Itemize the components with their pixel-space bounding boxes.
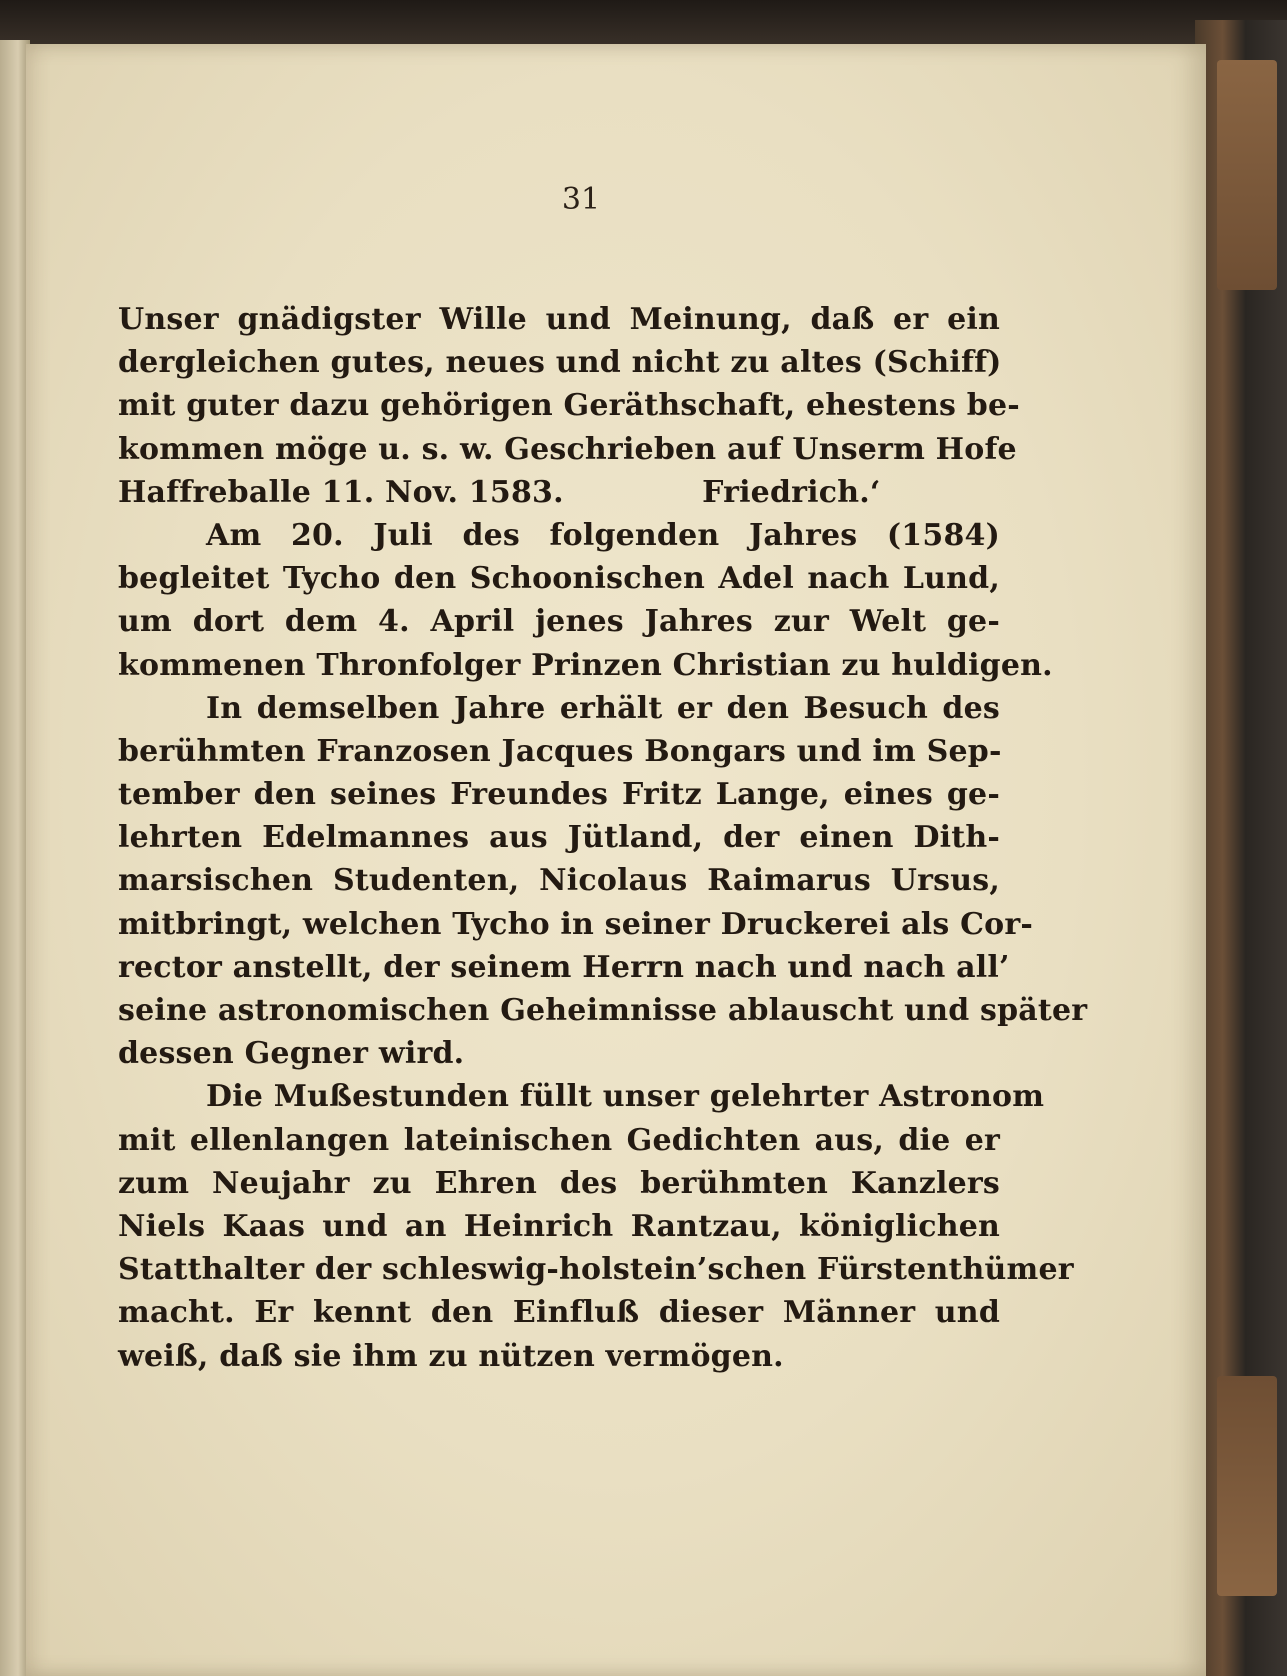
cover-corner-bottom bbox=[1217, 1376, 1277, 1596]
body-text bbox=[118, 298, 1088, 1378]
text-line: Haffreballe 11. Nov. 1583. Friedrich.‘ bbox=[118, 474, 881, 510]
cover-corner-top bbox=[1217, 60, 1277, 290]
text-line: seine astronomischen Geheimnisse ablauscht und später bbox=[118, 993, 1088, 1028]
book-page bbox=[26, 44, 1206, 1676]
text-line: In demselben Jahre erhält er den Besuch des bbox=[206, 690, 1000, 726]
text-line: kommen möge u. s. w. Geschrieben auf Unserm Hofe bbox=[118, 431, 1017, 467]
text-line: mitbringt, welchen Tycho in seiner Druckerei als Cor- bbox=[118, 906, 1034, 942]
text-line: dergleichen gutes, neues und nicht zu altes (Schiff) bbox=[118, 345, 1002, 381]
text-line: dessen Gegner wird. bbox=[118, 1036, 465, 1072]
text-line: macht. Er kennt den Einfluß dieser Männer und bbox=[118, 1295, 1000, 1331]
text-line: weiß, daß sie ihm zu nützen vermögen. bbox=[118, 1338, 784, 1374]
text-line: lehrten Edelmannes aus Jütland, der einen Dith- bbox=[118, 820, 1000, 856]
text-line: berühmten Franzosen Jacques Bongars und im Sep- bbox=[118, 733, 1002, 769]
text-line: begleitet Tycho den Schoonischen Adel nach Lund, bbox=[118, 561, 1000, 597]
text-line: marsischen Studenten, Nicolaus Raimarus Ursus, bbox=[118, 863, 1000, 899]
text-line: Statthalter der schleswig-holstein’schen Fürstenthümer bbox=[118, 1252, 1074, 1288]
text-line: zum Neujahr zu Ehren des berühmten Kanzlers bbox=[118, 1165, 1000, 1201]
text-line: kommenen Thronfolger Prinzen Christian zu huldigen. bbox=[118, 647, 1053, 683]
page-number: 31 bbox=[561, 182, 601, 217]
text-line: mit ellenlangen lateinischen Gedichten aus, die er bbox=[118, 1122, 1000, 1158]
text-line: tember den seines Freundes Fritz Lange, eines ge- bbox=[118, 777, 1000, 813]
text-line: Die Mußestunden füllt unser gelehrter Astronom bbox=[206, 1079, 1045, 1115]
text-line: Niels Kaas und an Heinrich Rantzau, königlichen bbox=[118, 1208, 1000, 1244]
text-line: Am 20. Juli des folgenden Jahres (1584) bbox=[206, 517, 1000, 553]
book-cover-top bbox=[0, 0, 1287, 48]
text-line: um dort dem 4. April jenes Jahres zur Welt ge- bbox=[118, 604, 1000, 640]
text-line: Unser gnädigster Wille und Meinung, daß er ein bbox=[118, 302, 1000, 337]
text-line: rector anstellt, der seinem Herrn nach und nach all’ bbox=[118, 949, 1010, 985]
text-line: mit guter dazu gehörigen Geräthschaft, ehestens be- bbox=[118, 388, 1020, 424]
